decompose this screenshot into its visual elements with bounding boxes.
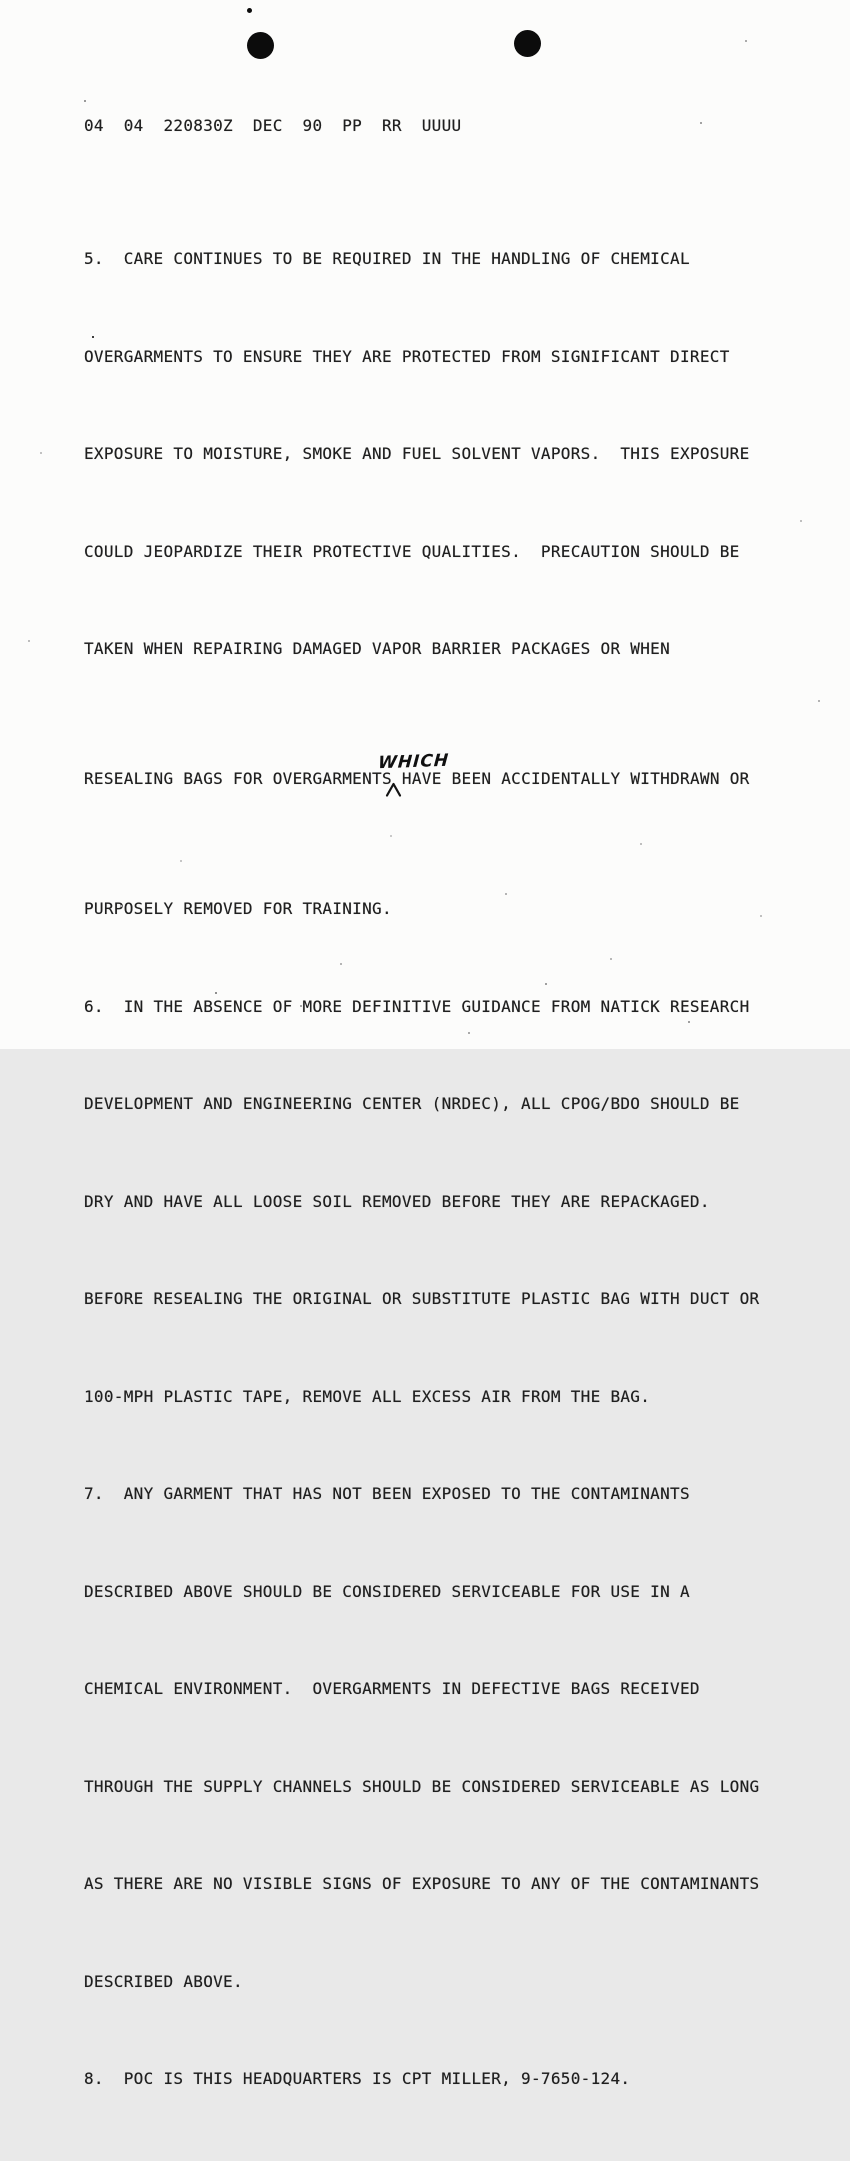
handwritten-annotation: WHICH [377, 750, 450, 774]
typed-line: DEVELOPMENT AND ENGINEERING CENTER (NRDEC), ALL CPOG/BDO SHOULD BE [84, 1094, 740, 1113]
insertion-point [377, 750, 450, 784]
insertion-caret-icon [386, 783, 401, 796]
insertion-text-after: HAVE BEEN ACCIDENTALLY WITHDRAWN OR [401, 769, 750, 788]
small-dot-icon [247, 8, 252, 13]
typed-line: COULD JEOPARDIZE THEIR PROTECTIVE QUALITIES. PRECAUTION SHOULD BE [84, 541, 740, 561]
typed-line: AS THERE ARE NO VISIBLE SIGNS OF EXPOSURE TO ANY OF THE CONTAMINANTS [84, 1874, 760, 1893]
typed-line: 6. IN THE ABSENCE OF MORE DEFINITIVE GUIDANCE FROM NATICK RESEARCH [84, 996, 750, 1016]
punch-hole-left-icon [247, 32, 274, 59]
typed-line: EXPOSURE TO MOISTURE, SMOKE AND FUEL SOLVENT VAPORS. THIS EXPOSURE [84, 444, 750, 463]
scan-noise [0, 0, 2, 2]
typed-line: 100-MPH PLASTIC TAPE, REMOVE ALL EXCESS AIR FROM THE BAG. [84, 1386, 651, 1406]
typed-line: 8. POC IS THIS HEADQUARTERS IS CPT MILLER, 9-7650-124. [84, 2069, 631, 2088]
typed-line: DRY AND HAVE ALL LOOSE SOIL REMOVED BEFORE THEY ARE REPACKAGED. [84, 1191, 710, 1211]
punch-hole-right-icon [514, 30, 541, 57]
typed-line: TAKEN WHEN REPAIRING DAMAGED VAPOR BARRIER PACKAGES OR WHEN [84, 639, 671, 658]
message-body [84, 178, 759, 2161]
typed-line: 5. CARE CONTINUES TO BE REQUIRED IN THE HANDLING OF CHEMICAL [84, 249, 690, 268]
typed-line: OVERGARMENTS TO ENSURE THEY ARE PROTECTED FROM SIGNIFICANT DIRECT [84, 346, 730, 366]
typed-line: 7. ANY GARMENT THAT HAS NOT BEEN EXPOSED TO THE CONTAMINANTS [84, 1484, 690, 1503]
typed-line: THROUGH THE SUPPLY CHANNELS SHOULD BE CONSIDERED SERVICEABLE AS LONG [84, 1776, 760, 1796]
typed-line: BEFORE RESEALING THE ORIGINAL OR SUBSTITUTE PLASTIC BAG WITH DUCT OR [84, 1289, 760, 1308]
typed-line: CHEMICAL ENVIRONMENT. OVERGARMENTS IN DEFECTIVE BAGS RECEIVED [84, 1679, 700, 1698]
typed-line: DESCRIBED ABOVE SHOULD BE CONSIDERED SERVICEABLE FOR USE IN A [84, 1581, 690, 1601]
message-header-line: 04 04 220830Z DEC 90 PP RR UUUU [84, 116, 462, 135]
insertion-text-before: RESEALING BAGS FOR OVERGARMENTS [84, 769, 392, 788]
typed-line: DESCRIBED ABOVE. [84, 1971, 243, 1991]
typed-line-with-insertion [84, 750, 759, 796]
typed-line: PURPOSELY REMOVED FOR TRAINING. [84, 899, 392, 918]
